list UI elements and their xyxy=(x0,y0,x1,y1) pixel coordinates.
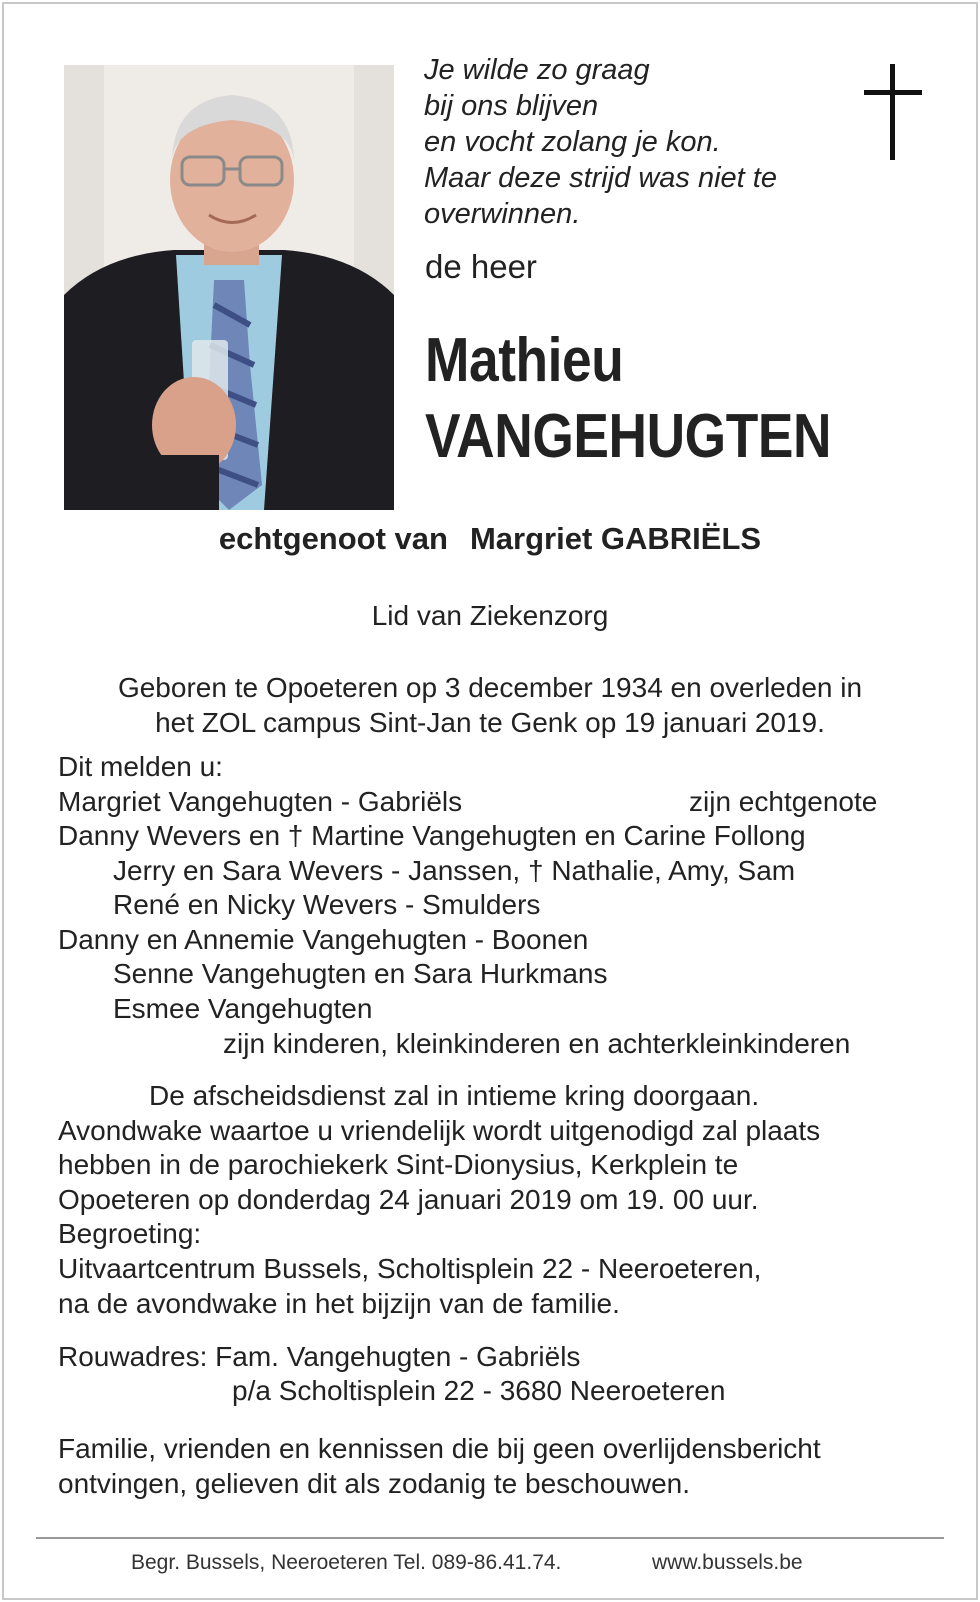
widow-name: Margriet Vangehugten - Gabriëls xyxy=(58,786,463,817)
poem-line: bij ons blijven xyxy=(424,90,599,122)
closing-line: ontvingen, gelieven dit als zodanig te beschouwen. xyxy=(58,1468,690,1499)
poem-line: Maar deze strijd was niet te xyxy=(424,162,777,194)
family-line: Danny Wevers en † Martine Vangehugten en Carine Follong xyxy=(58,820,806,851)
closing-line: Familie, vrienden en kennissen die bij geen overlijdensbericht xyxy=(58,1433,821,1464)
born-line: het ZOL campus Sint-Jan te Genk op 19 januari 2019. xyxy=(155,707,825,738)
family-line: René en Nicky Wevers - Smulders xyxy=(113,889,541,920)
ceremony-line: De afscheidsdienst zal in intieme kring doorgaan. xyxy=(149,1080,760,1111)
ceremony-line: na de avondwake in het bijzijn van de familie. xyxy=(58,1288,620,1319)
poem xyxy=(424,52,777,232)
cross-icon xyxy=(864,64,922,160)
mourning-address-line: Rouwadres: Fam. Vangehugten - Gabriëls xyxy=(58,1341,581,1372)
website-link[interactable]: www.bussels.be xyxy=(652,1551,803,1574)
deceased-first-name: Mathieu xyxy=(425,326,624,395)
poem-line: overwinnen. xyxy=(424,198,581,230)
spouse-prefix: echtgenoot van xyxy=(218,521,448,556)
family-line: Danny en Annemie Vangehugten - Boonen xyxy=(58,924,589,955)
born-line: Geboren te Opoeteren op 3 december 1934 en overleden in xyxy=(117,672,863,703)
announce-intro: Dit melden u: xyxy=(58,751,223,782)
family-role: zijn kinderen, kleinkinderen en achterkleinkinderen xyxy=(223,1028,851,1059)
spouse-name: Margriet GABRIËLS xyxy=(469,521,762,556)
ceremony-line: Avondwake waartoe u vriendelijk wordt uitgenodigd zal plaats xyxy=(58,1115,821,1146)
widow-role: zijn echtgenote xyxy=(689,786,878,817)
mourning-address-line: p/a Scholtisplein 22 - 3680 Neeroeteren xyxy=(232,1375,726,1406)
membership: Lid van Ziekenzorg xyxy=(371,600,609,631)
ceremony-line: hebben in de parochiekerk Sint-Dionysius, Kerkplein te xyxy=(58,1149,739,1180)
ceremony-line: Uitvaartcentrum Bussels, Scholtisplein 22 - Neeroeteren, xyxy=(58,1253,762,1284)
honorific: de heer xyxy=(425,248,537,285)
portrait-photo xyxy=(64,65,394,510)
poem-line: en vocht zolang je kon. xyxy=(424,126,721,158)
family-line: Esmee Vangehugten xyxy=(113,993,373,1024)
poem-line: Je wilde zo graag xyxy=(424,54,650,86)
family-line: Senne Vangehugten en Sara Hurkmans xyxy=(113,958,608,989)
footer-divider xyxy=(36,1537,944,1539)
undertaker-info: Begr. Bussels, Neeroeteren Tel. 089-86.41.74. xyxy=(131,1551,562,1574)
family-line: Jerry en Sara Wevers - Janssen, † Nathalie, Amy, Sam xyxy=(113,855,796,886)
spouse-line xyxy=(0,521,980,557)
ceremony-line: Begroeting: xyxy=(58,1218,202,1249)
ceremony-line: Opoeteren op donderdag 24 januari 2019 om 19. 00 uur. xyxy=(58,1184,759,1215)
birth-death-info xyxy=(0,670,980,740)
deceased-last-name: VANGEHUGTEN xyxy=(425,402,832,471)
